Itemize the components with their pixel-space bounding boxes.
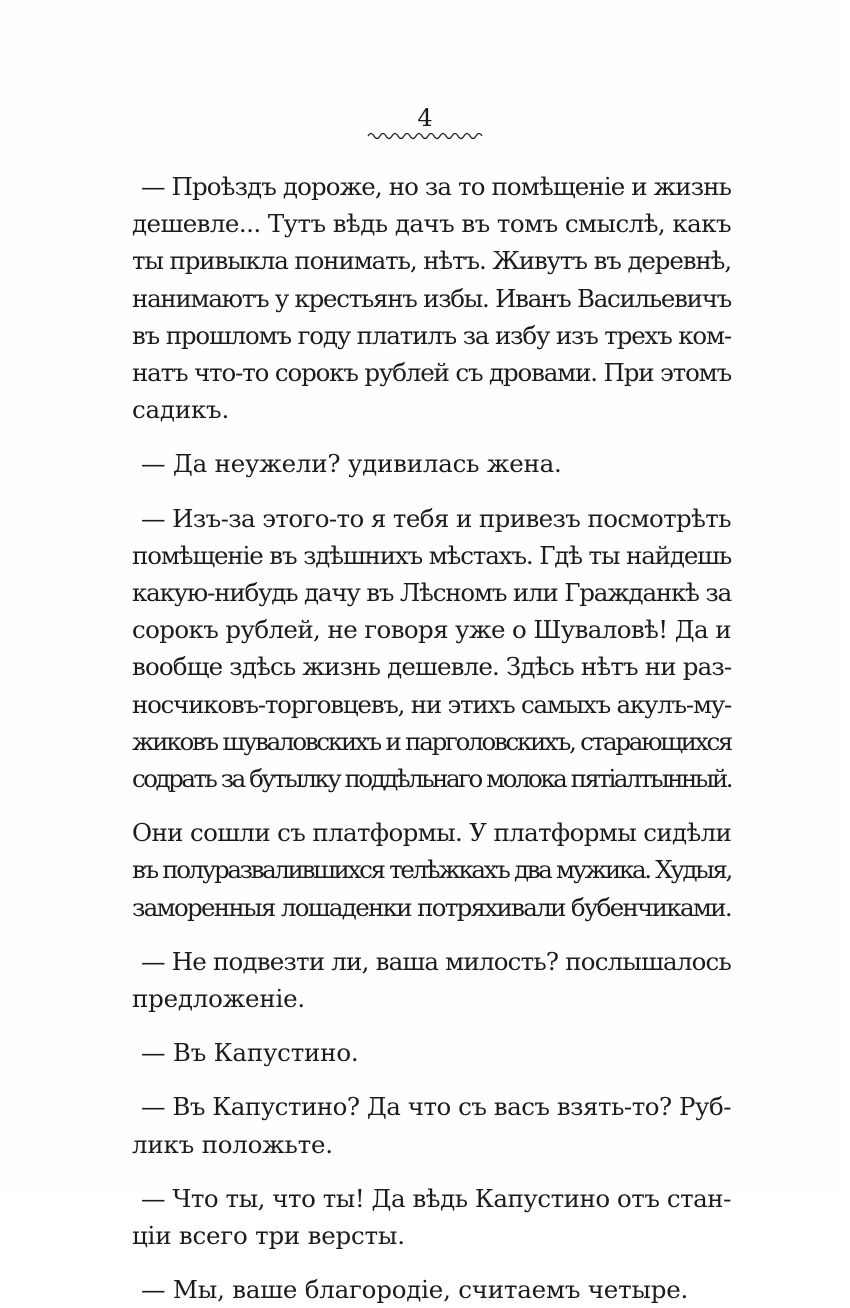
text-line: сорокъ рублей, не говоря уже о Шуваловѣ! Да и (132, 615, 731, 645)
text-line: какую-нибудь дачу въ Лѣсномъ или Гражданкѣ за (132, 578, 731, 608)
text-line: — Не подвезти ли, ваша милость? послышалось (141, 946, 731, 976)
text-line: — Въ Капустино? Да что съ васъ взять-то? Руб- (141, 1092, 731, 1122)
text-line: помѣщеніе въ здѣшнихъ мѣстахъ. Гдѣ ты найдешь (132, 540, 732, 570)
text-line: ты привыкла понимать, нѣтъ. Живутъ въ деревнѣ, (132, 246, 731, 276)
text-line: дешевле... Тутъ вѣдь дачъ въ томъ смыслѣ, какъ (132, 209, 732, 239)
paragraph (141, 1034, 731, 1071)
page-number: 4 (417, 104, 433, 132)
text-line: содрать за бутылку поддѣльнаго молока пятіалтынный. (132, 764, 732, 794)
text-line: предложеніе. (132, 984, 305, 1014)
text-line: ликъ положьте. (132, 1129, 333, 1159)
text-line: садикъ. (132, 395, 230, 425)
paragraph (132, 1180, 731, 1254)
text-line: — Да неужели? удивилась жена. (141, 449, 562, 479)
text-line: вообще здѣсь жизнь дешевле. Здѣсь нѣтъ ни раз- (132, 652, 732, 682)
text-line: — Проѣздъ дороже, но за то помѣщеніе и жизнь (141, 172, 732, 201)
text-line: ціи всего три версты. (132, 1221, 405, 1251)
text-line: нанимаютъ у крестьянъ избы. Иванъ Васильевичъ (132, 283, 731, 313)
text-line: Они сошли съ платформы. У платформы сидѣли (132, 818, 732, 848)
paragraph (141, 1271, 731, 1308)
paragraph (132, 1088, 731, 1162)
text-line: носчиковъ-торговцевъ, ни этихъ самыхъ акулъ-му- (132, 689, 732, 719)
paragraph (132, 814, 732, 926)
paragraph (132, 943, 731, 1017)
text-line: — Что ты, что ты! Да вѣдь Капустино отъ стан- (141, 1183, 731, 1213)
text-line: въ полуразвалившихся телѣжкахъ два мужика. Худыя, (132, 855, 731, 885)
text-line: — Мы, ваше благородіе, считаемъ четыре. (141, 1275, 689, 1305)
text-line: жиковъ шуваловскихъ и парголовскихъ, старающихся (132, 726, 732, 756)
text-line: — Въ Капустино. (141, 1038, 359, 1068)
wavy-ornament-icon (366, 128, 486, 140)
text-line: натъ что-то сорокъ рублей съ дровами. При этомъ (132, 358, 731, 388)
text-line: заморенныя лошаденки потряхивали бубенчиками. (132, 892, 731, 922)
paragraph (141, 445, 731, 482)
body-text (132, 168, 732, 1308)
paragraph (132, 168, 732, 428)
text-line: въ прошломъ году платилъ за избу изъ трехъ ком- (132, 320, 732, 350)
text-line: — Изъ-за этого-то я тебя и привезъ посмотрѣть (141, 503, 731, 533)
paragraph (132, 500, 732, 798)
